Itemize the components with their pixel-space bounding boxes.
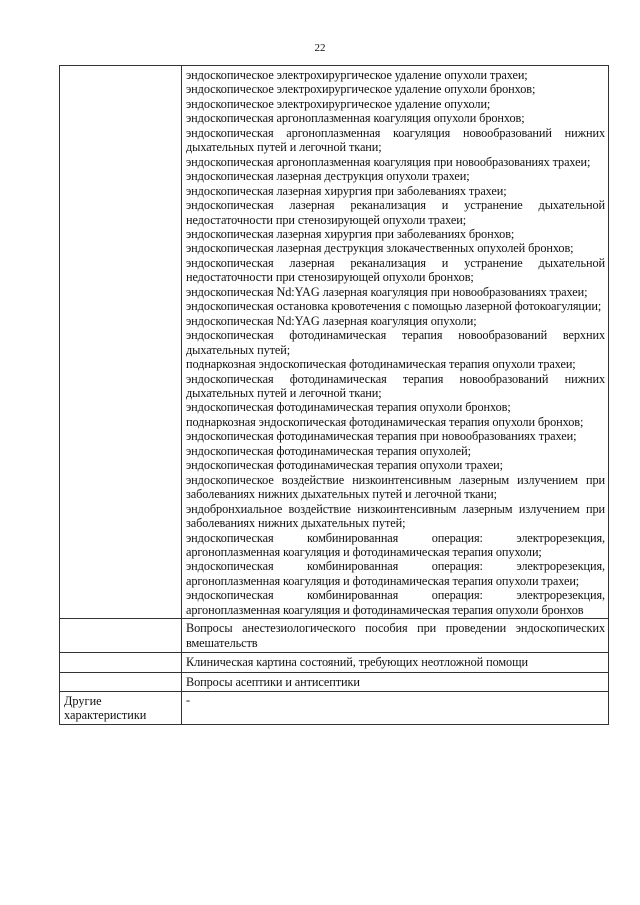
procedure-item: эндоскопическое электрохирургическое удаление опухоли трахеи; [186, 68, 528, 82]
procedure-item: эндоскопическая лазерная реканализация и устранение дыхательной недостаточности при стенозирующей опухоли трахеи; [186, 198, 605, 227]
procedure-item: эндоскопическая аргоноплазменная коагуляция при новообразованиях трахеи; [186, 154, 591, 169]
procedure-item: эндоскопическое воздействие низкоинтенсивным лазерным излучением при заболеваниях нижних дыхательных путей и легочной ткани; [186, 472, 605, 502]
other-characteristics-label: Другие характеристики [64, 694, 147, 723]
procedure-item: эндоскопическая фотодинамическая терапия опухоли трахеи; [186, 458, 503, 473]
procedure-item: эндоскопическая остановка кровотечения с помощью лазерной фотокоагуляции; [186, 299, 602, 314]
other-label-cell [60, 692, 182, 725]
procedure-item: поднаркозная эндоскопическая фотодинамическая терапия опухоли бронхов; [186, 414, 584, 429]
clinical-cell [182, 653, 609, 672]
procedure-item: эндоскопическая лазерная деструкция опухоли трахеи; [186, 169, 470, 184]
asepsis-cell [182, 672, 609, 691]
procedure-item: эндоскопическая Nd:YAG лазерная коагуляция при новообразованиях трахеи; [186, 284, 588, 299]
procedure-item: эндоскопическая фотодинамическая терапия опухоли бронхов; [186, 400, 511, 415]
procedure-item: эндоскопическая фотодинамическая терапия новообразований нижних дыхательных путей и легочной ткани; [186, 371, 605, 400]
procedure-item: эндоскопическая комбинированная операция: электрорезекция, аргоноплазменная коагуляция и фотодинамическая терапия опухоли; [186, 530, 605, 559]
procedure-item: эндоскопическая фотодинамическая терапия новообразований верхних дыхательных путей; [186, 328, 605, 357]
procedure-item: эндоскопическая фотодинамическая терапия при новообразованиях трахеи; [186, 429, 577, 444]
empty-label-cell [60, 66, 182, 619]
procedure-item: эндоскопическое электрохирургическое удаление опухоли; [186, 96, 491, 111]
procedure-item: эндоскопическая лазерная хирургия при заболеваниях трахеи; [186, 183, 507, 198]
procedure-item: эндоскопическая аргоноплазменная коагуляция новообразований нижних дыхательных путей и легочной ткани; [186, 125, 605, 155]
empty-label-cell [60, 672, 182, 691]
clinical-text: Клиническая картина состояний, требующих неотложной помощи [186, 655, 528, 670]
procedure-item: эндоскопическая комбинированная операция: электрорезекция, аргоноплазменная коагуляция и фотодинамическая терапия опухоли бронхов [186, 588, 605, 617]
empty-label-cell [60, 619, 182, 653]
other-characteristics-value: - [186, 693, 190, 708]
procedures-cell [182, 66, 609, 619]
anesthesia-cell [182, 619, 609, 653]
empty-label-cell [60, 653, 182, 672]
asepsis-text: Вопросы асептики и антисептики [186, 674, 360, 689]
procedure-item: эндоскопическая Nd:YAG лазерная коагуляция опухоли; [186, 313, 477, 328]
table-row [60, 619, 609, 653]
anesthesia-text: Вопросы анестезиологического пособия при проведении эндоскопических вмешательств [186, 621, 605, 650]
procedure-item: эндобронхиальное воздействие низкоинтенсивным лазерным излучением при заболеваниях нижних дыхательных путей; [186, 501, 605, 531]
procedure-item: эндоскопическая аргоноплазменная коагуляция опухоли бронхов; [186, 111, 525, 126]
procedure-item: эндоскопическая лазерная реканализация и устранение дыхательной недостаточности при стенозирующей опухоли бронхов; [186, 255, 605, 285]
page-number: 22 [314, 42, 326, 54]
table-row [60, 653, 609, 672]
procedure-item: эндоскопическая лазерная хирургия при заболеваниях бронхов; [186, 226, 515, 241]
procedure-item: поднаркозная эндоскопическая фотодинамическая терапия опухоли трахеи; [186, 357, 576, 372]
procedures-list [182, 66, 608, 618]
procedure-item: эндоскопическое электрохирургическое удаление опухоли бронхов; [186, 82, 536, 97]
procedure-item: эндоскопическая лазерная деструкция злокачественных опухолей бронхов; [186, 241, 574, 256]
requirements-table [59, 65, 609, 725]
table-row [60, 672, 609, 691]
table-row [60, 66, 609, 619]
table-row [60, 692, 609, 725]
other-value-cell [182, 692, 609, 725]
procedure-item: эндоскопическая комбинированная операция: электрорезекция, аргоноплазменная коагуляция и фотодинамическая терапия опухоли трахеи; [186, 559, 605, 588]
procedure-item: эндоскопическая фотодинамическая терапия опухолей; [186, 443, 471, 458]
